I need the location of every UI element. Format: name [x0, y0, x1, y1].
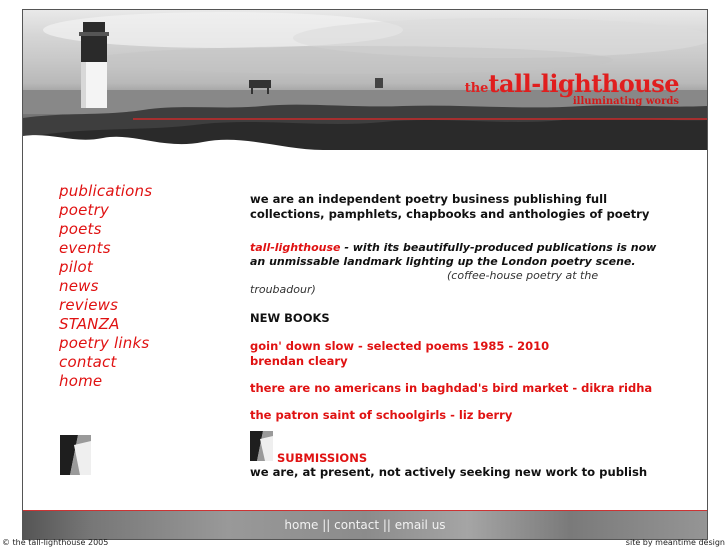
footer-contact-link[interactable]: contact: [334, 518, 380, 532]
submissions-text: we are, at present, not actively seeking new work to publish: [250, 465, 648, 479]
copyright-text: © the tall-lighthouse 2005: [2, 538, 109, 547]
quote-highlight: tall-lighthouse: [250, 241, 341, 254]
book-link-1[interactable]: [250, 339, 660, 369]
page-frame: [22, 9, 708, 540]
quote-text: - with its beautifully-produced publications is now an unmissable landmark lighting up the London poetry scene.: [250, 241, 657, 268]
nav-item-publications: [59, 181, 152, 200]
footer-separator: ||: [379, 518, 395, 532]
nav-link-publications[interactable]: publications: [59, 182, 153, 200]
nav-link-reviews[interactable]: reviews: [59, 296, 119, 314]
book-title: goin' down slow - selected poems 1985 - 2010: [250, 339, 550, 353]
nav-item-news: [59, 276, 152, 295]
logo-prefix: the: [464, 81, 489, 96]
book-link-2[interactable]: there are no americans in baghdad's bird market - dikra ridha: [250, 381, 653, 395]
side-art-icon: [60, 435, 91, 475]
nav-item-pilot: [59, 257, 152, 276]
header-banner: [23, 10, 707, 150]
nav-item-home: [59, 371, 152, 390]
nav-link-stanza[interactable]: STANZA: [59, 315, 120, 333]
nav-link-home[interactable]: home: [59, 372, 103, 390]
section-title: NEW BOOKS: [250, 311, 330, 325]
logo-name: tall-lighthouse: [488, 69, 679, 98]
nav-link-news[interactable]: news: [59, 277, 99, 295]
book-link-3[interactable]: the patron saint of schoolgirls - liz berry: [250, 408, 513, 422]
nav-link-pilot[interactable]: pilot: [59, 258, 93, 276]
main-nav: [59, 181, 152, 390]
footer-email-link[interactable]: email us: [394, 518, 446, 532]
submissions-art-icon: [250, 431, 273, 461]
nav-item-reviews: [59, 295, 152, 314]
nav-link-poetry[interactable]: poetry: [59, 201, 110, 219]
nav-item-events: [59, 238, 152, 257]
nav-item-stanza: [59, 314, 152, 333]
quote-source: [250, 269, 660, 297]
quote-source-text: (coffee-house poetry at the troubadour): [250, 269, 599, 296]
nav-link-events[interactable]: events: [59, 239, 111, 257]
main-content: [250, 192, 660, 423]
book-author: brendan cleary: [250, 354, 348, 368]
nav-item-poetry: [59, 200, 152, 219]
press-quote: [250, 241, 660, 269]
site-credit: site by meantime design: [625, 538, 725, 547]
intro-text: we are an independent poetry business publishing full collections, pamphlets, chapbooks and anthologies of poetry: [250, 192, 650, 221]
logo-tagline: illuminating words: [572, 96, 679, 107]
nav-link-poets[interactable]: poets: [59, 220, 102, 238]
site-logo[interactable]: [464, 69, 679, 107]
footer-bar: [23, 511, 707, 539]
nav-link-poetry-links[interactable]: poetry links: [59, 334, 150, 352]
footer-separator: ||: [318, 518, 335, 532]
nav-item-contact: [59, 352, 152, 371]
footer-home-link[interactable]: home: [284, 518, 319, 532]
submissions-link[interactable]: SUBMISSIONS: [277, 451, 368, 465]
nav-item-poetry-links: [59, 333, 152, 352]
nav-link-contact[interactable]: contact: [59, 353, 117, 371]
nav-item-poets: [59, 219, 152, 238]
